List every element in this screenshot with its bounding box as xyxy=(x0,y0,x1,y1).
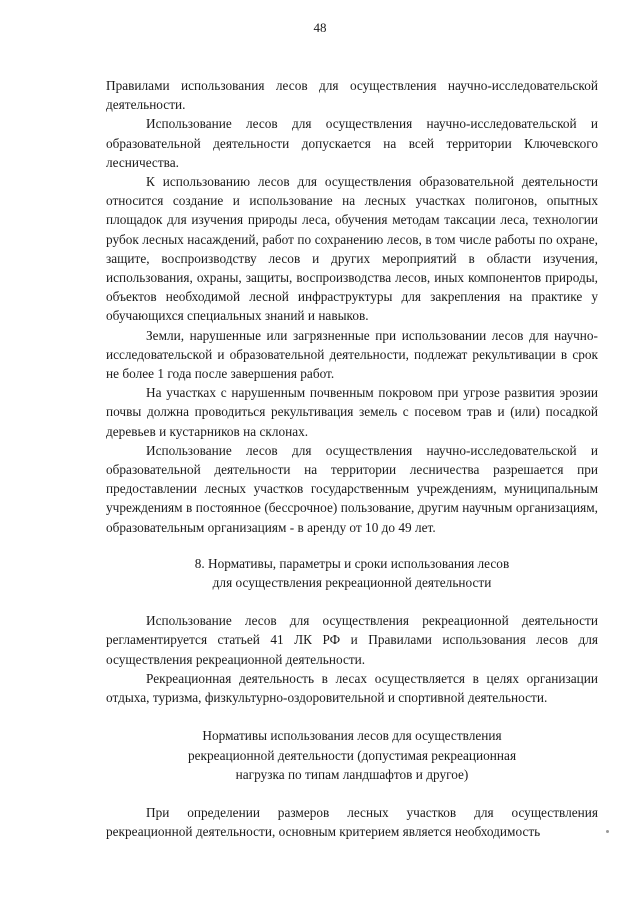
document-body xyxy=(106,76,598,841)
subsection-heading-line: рекреационной деятельности (допустимая рекреационная xyxy=(187,747,517,763)
paragraph-erosion: На участках с нарушенным почвенным покровом при угрозе развития эрозии почвы должна проводиться рекультивация земель с посевом трав и (или) посадкой деревьев и кустарников на склонах. xyxy=(106,385,598,439)
section-heading-line: для осуществления рекреационной деятельности xyxy=(212,575,492,591)
section-heading-line: 8. Нормативы, параметры и сроки использования лесов xyxy=(194,555,510,571)
paragraph-plot-size: При определении размеров лесных участков для осуществления рекреационной деятельности, основным критерием является необходимость xyxy=(106,804,598,840)
paragraph-scope: Использование лесов для осуществления научно-исследовательской и образовательной деятельности допускается на всей территории Ключевского лесничества. xyxy=(106,116,598,170)
page-number: 48 xyxy=(313,20,327,35)
paragraph-continuation: Правилами использования лесов для осуществления научно-исследовательской деятельности. xyxy=(106,78,598,113)
section-heading xyxy=(106,554,598,592)
subsection-heading xyxy=(106,726,598,784)
paragraph-educational-activity: К использованию лесов для осуществления образовательной деятельности относится создание и использование на лесных участках полигонов, опытных площадок для изучения природы леса, обучения методам таксации леса, технологии рубок лесных насаждений, работ по сохранению лесов, в том числе работы по охране, защите, воспроизводству лесов и других мероприятий в области изучения, использования, охраны, защиты, воспроизводства лесов, иных компонентов природы, объектов необходимой лесной инфраструктуры для закрепления на практике у обучающихся специальных знаний и навыков. xyxy=(106,174,598,324)
paragraph-recreation-goals: Рекреационная деятельность в лесах осуществляется в целях организации отдыха, туризма, физкультурно-оздоровительной и спортивной деятельности. xyxy=(106,670,598,706)
paragraph-recultivation: Земли, нарушенные или загрязненные при использовании лесов для научно-исследовательской и образовательной деятельности, подлежат рекультивации в срок не более 1 года после завершения работ. xyxy=(106,327,598,382)
subsection-heading-line: Нормативы использования лесов для осуществления xyxy=(202,728,502,744)
subsection-heading-line: нагрузка по типам ландшафтов и другое) xyxy=(235,766,469,782)
scan-speck xyxy=(606,830,609,833)
paragraph-allocation: Использование лесов для осуществления научно-исследовательской и образовательной деятельности на территории лесничества разрешается при предоставлении лесных участков государственным учреждениям, муниципальным учреждениям в постоянное (бессрочное) пользование, другим научным организациям, образовательным организациям - в аренду от 10 до 49 лет. xyxy=(106,442,598,535)
paragraph-regulation: Использование лесов для осуществления рекреационной деятельности регламентируется статьей 41 ЛК РФ и Правилами использования лесов для осуществления рекреационной деятельности. xyxy=(106,613,598,667)
